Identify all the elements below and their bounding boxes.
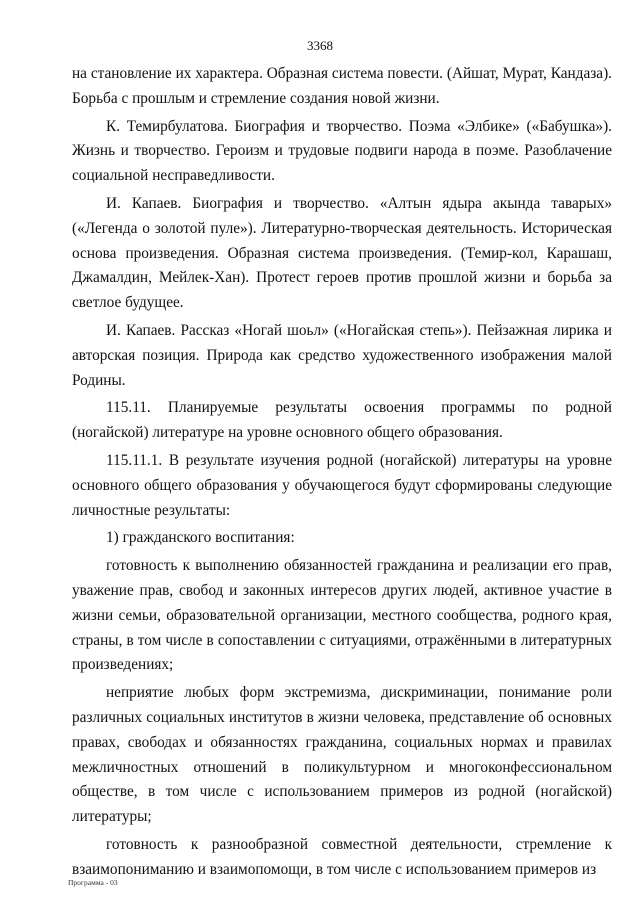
document-body — [72, 62, 612, 886]
list-item: готовность к выполнению обязанностей гражданина и реализации его прав, уважение прав, свобод и законных интересов других людей, активное участие в жизни семьи, образовательной организации, местного сообщества, родного края, страны, в том числе в сопоставлении с ситуациями, отражёнными в литературных произведениях; — [72, 557, 612, 674]
list-item: готовность к разнообразной совместной деятельности, стремление к взаимопониманию и взаимопомощи, в том числе с использованием примеров из — [72, 835, 612, 878]
paragraph-temirbulatova: К. Темирбулатова. Биография и творчество. Поэма «Элбике» («Бабушка»). Жизнь и творчество. Героизм и трудовые подвиги народа в поэме. Разоблачение социальной несправедливости. — [72, 117, 612, 185]
paragraph-continuation: на становление их характера. Образная система повести. (Айшат, Мурат, Кандаза). Борьба с прошлым и стремление создания новой жизни. — [72, 65, 612, 107]
paragraph-kapaev-biography: И. Капаев. Биография и творчество. «Алтын ядыра акында таварых» («Легенда о золотой пуле»). Литературно-творческая деятельность. Историческая основа произведения. Образная система произведения. (Темир-кол, Карашаш, Джамалдин, Мейлек-Хан). Протест героев против прошлой жизни и борьба за светлое будущее. — [72, 194, 612, 312]
paragraph-section-115-11: 115.11. Планируемые результаты освоения программы по родной (ногайской) литературе на уровне основного общего образования. — [72, 399, 612, 442]
footer-program-label: Программа - 03 — [68, 878, 118, 887]
paragraph-kapaev-story: И. Капаев. Рассказ «Ногай шоьл» («Ногайская степь»). Пейзажная лирика и авторская позиция. Природа как средство художественного изображения малой Родины. — [72, 321, 612, 389]
page-number: 3368 — [307, 38, 333, 53]
list-heading-civic: 1) гражданского воспитания: — [106, 529, 295, 547]
list-item: неприятие любых форм экстремизма, дискриминации, понимание роли различных социальных институтов в жизни человека, представление об основных правах, свободах и обязанностях гражданина, социальных нормах и правилах межличностных отношений в поликультурном и многоконфессиональном обществе, в том числе с использованием примеров из родной (ногайской) литературы; — [72, 684, 612, 826]
paragraph-section-115-11-1: 115.11.1. В результате изучения родной (ногайской) литературы на уровне основного общего образования у обучающегося будут сформированы следующие личностные результаты: — [72, 451, 612, 519]
